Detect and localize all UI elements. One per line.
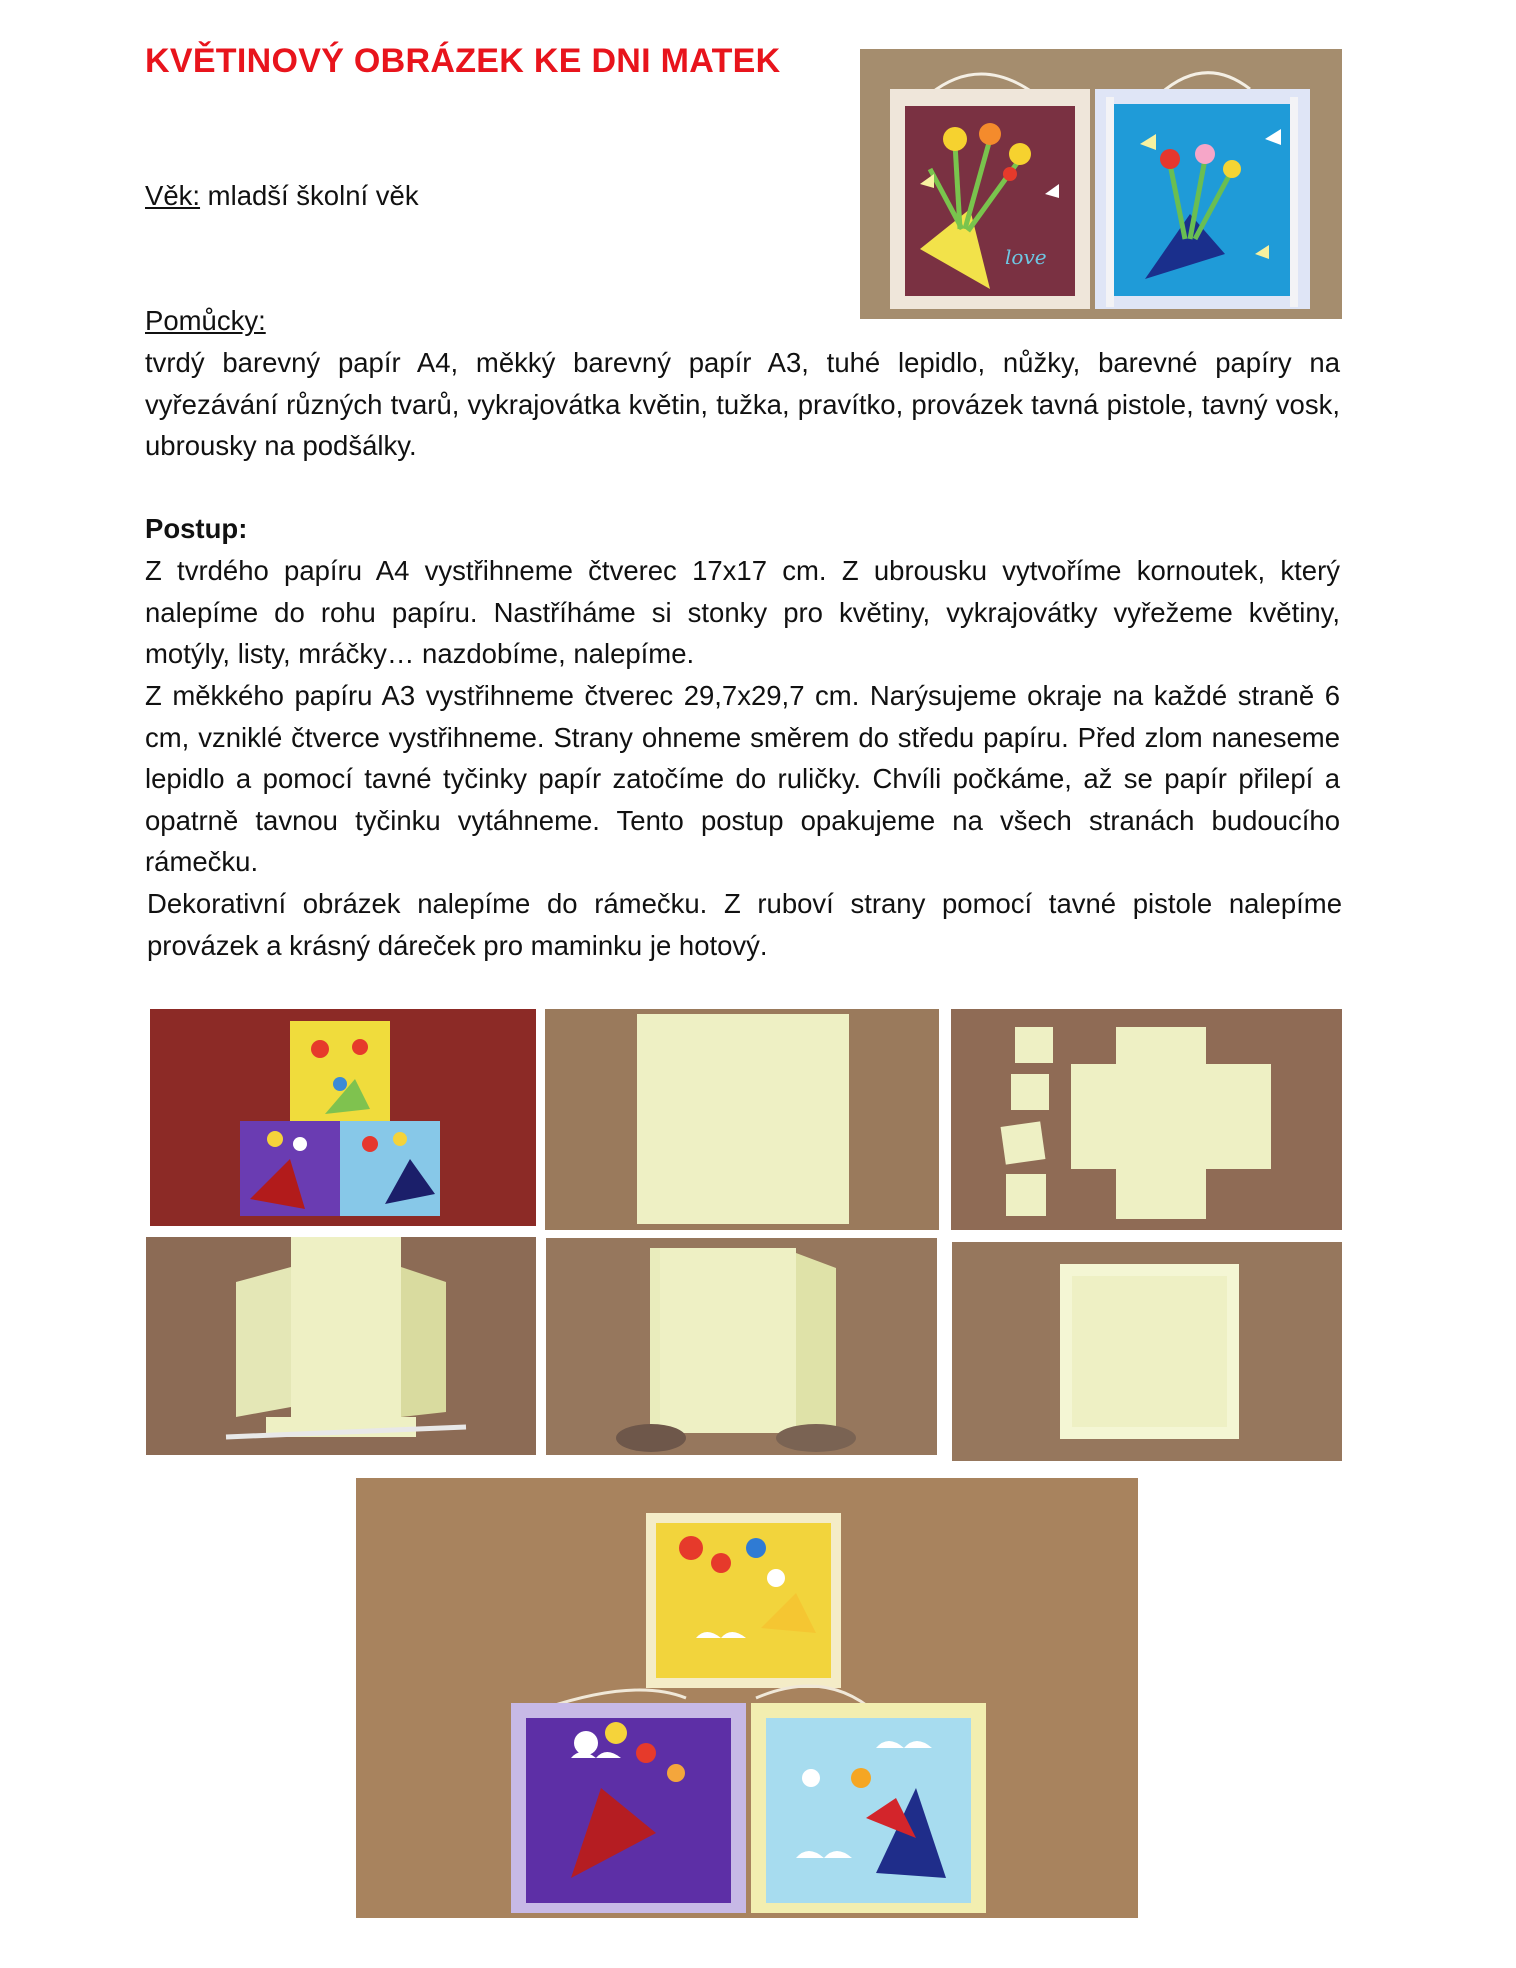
tools-text: tvrdý barevný papír A4, měkký barevný papír A3, tuhé lepidlo, nůžky, barevné papíry na vyřezávání různých tvarů, vykrajovátka květin, tužka, pravítko, provázek tavná pistole, tavný vosk, ubrousky na podšálky. xyxy=(145,347,1340,462)
photo-step-1-finished-cards xyxy=(150,1009,536,1226)
procedure-paragraph-3: Dekorativní obrázek nalepíme do rámečku. Z ruboví strany pomocí tavné pistole nalepíme provázek a krásný dáreček pro maminku je hotový. xyxy=(147,888,1342,961)
photo-step-3-cut-corners xyxy=(951,1009,1342,1230)
procedure-paragraph-2: Z měkkého papíru A3 vystřihneme čtverec 29,7x29,7 cm. Narýsujeme okraje na každé straně 6 cm, vzniklé čtverce vystřihneme. Strany ohneme směrem do středu papíru. Před zlom naneseme lepidlo a pomocí tavné tyčinky papír zatočíme do ruličky. Chvíli počkáme, až se papír přilepí a opatrně tavnou tyčinku vytáhneme. Tento postup opakujeme na všech stranách budoucího rámečku. xyxy=(145,680,1340,878)
photo-step-4-fold-sides xyxy=(146,1237,536,1455)
page-title: KVĚTINOVÝ OBRÁZEK KE DNI MATEK xyxy=(145,42,781,80)
photo-step-2-paper-square xyxy=(545,1009,939,1230)
procedure-label: Postup: xyxy=(145,513,248,544)
age-value: mladší školní věk xyxy=(200,180,419,211)
hero-love-text: love xyxy=(1005,245,1047,269)
photo-step-5-rolling-edges xyxy=(546,1238,937,1455)
age-line xyxy=(145,175,419,217)
photo-final-three-frames xyxy=(356,1478,1138,1918)
photo-step-6-finished-frame xyxy=(952,1242,1342,1461)
age-label: Věk: xyxy=(145,180,201,211)
tools-label: Pomůcky: xyxy=(145,305,266,336)
procedure-paragraph-1: Z tvrdého papíru A4 vystřihneme čtverec 17x17 cm. Z ubrousku vytvoříme kornoutek, který nalepíme do rohu papíru. Nastříháme si stonky pro květiny, vykrajovátky vyřežeme květiny, motýly, listy, mráčky… nazdobíme, nalepíme. xyxy=(145,555,1340,670)
hero-photo xyxy=(860,49,1342,319)
